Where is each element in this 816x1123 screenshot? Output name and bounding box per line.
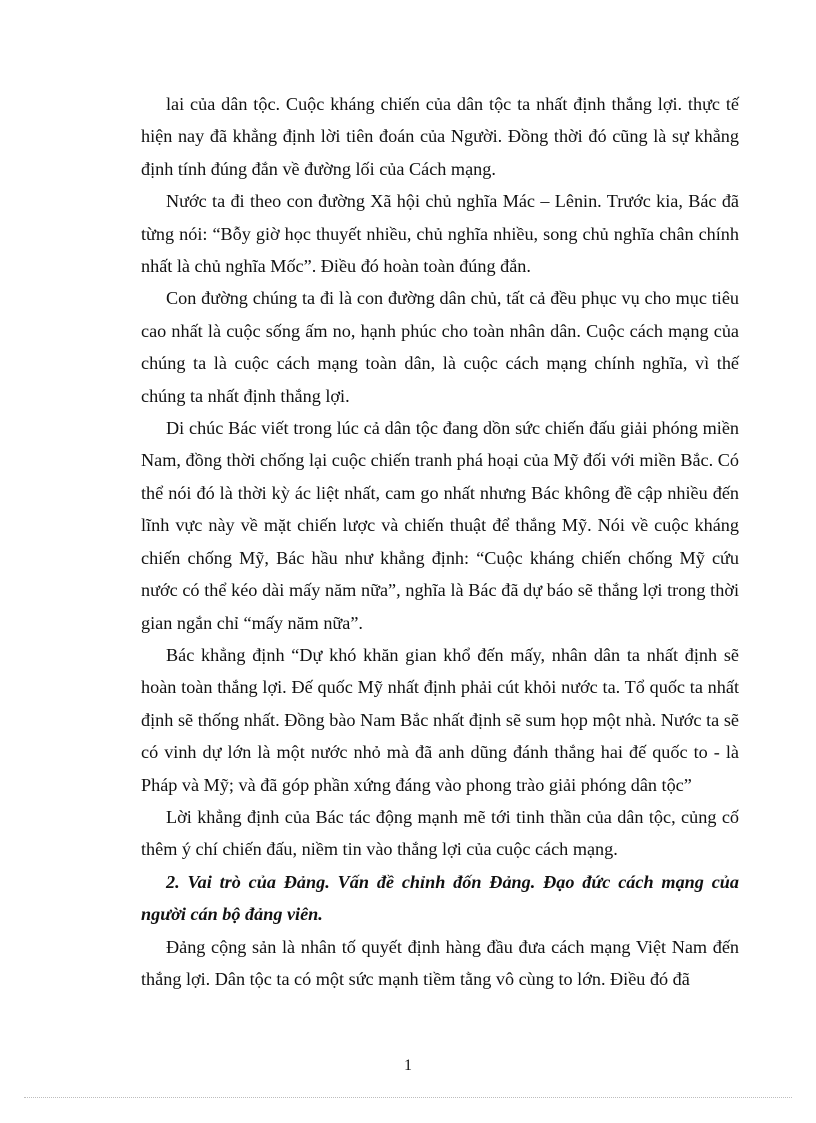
paragraph-5: Bác khẳng định “Dự khó khăn gian khổ đến mấy, nhân dân ta nhất định sẽ hoàn toàn thắng lợi. Đế quốc Mỹ nhất định phải cút khỏi nước ta. Tổ quốc ta nhất định sẽ thống nhất. Đồng bào Nam Bắc nhất định sẽ sum họp một nhà. Nước ta sẽ có vinh dự lớn là một nước nhỏ mà đã anh dũng đánh thắng hai đế quốc to - là Pháp và Mỹ; và đã góp phần xứng đáng vào phong trào giải phóng dân tộc”	[141, 644, 739, 795]
paragraph-4: Di chúc Bác viết trong lúc cả dân tộc đang dồn sức chiến đấu giải phóng miền Nam, đồng thời chống lại cuộc chiến tranh phá hoại của Mỹ đối với miền Bắc. Có thể nói đó là thời kỳ ác liệt nhất, cam go nhất nhưng Bác không đề cập nhiều đến lĩnh vực này về mặt chiến lược và chiến thuật để thắng Mỹ. Nói về cuộc kháng chiến chống Mỹ, Bác hầu như khẳng định: “Cuộc kháng chiến chống Mỹ cứu nước có thể kéo dài mấy năm nữa”, nghĩa là Bác đã dự báo sẽ thắng lợi trong thời gian ngắn chỉ “mấy năm nữa”.	[141, 418, 739, 633]
body-text	[141, 88, 739, 995]
paragraph-6: Lời khẳng định của Bác tác động mạnh mẽ tới tinh thần của dân tộc, củng cố thêm ý chí chiến đấu, niềm tin vào thắng lợi của cuộc cách mạng.	[141, 806, 739, 860]
paragraph-2: Nước ta đi theo con đường Xã hội chủ nghĩa Mác – Lênin. Trước kia, Bác đã từng nói: “Bỗy giờ học thuyết nhiều, chủ nghĩa nhiều, song chủ nghĩa chân chính nhất là chủ nghĩa Mốc”. Điều đó hoàn toàn đúng đắn.	[141, 191, 739, 277]
section-heading: 2. Vai trò của Đảng. Vấn đề chỉnh đốn Đảng. Đạo đức cách mạng của người cán bộ đảng viên.	[141, 871, 739, 925]
paragraph-3: Con đường chúng ta đi là con đường dân chủ, tất cả đều phục vụ cho mục tiêu cao nhất là cuộc sống ấm no, hạnh phúc cho toàn nhân dân. Cuộc cách mạng của chúng ta là cuộc cách mạng toàn dân, là cuộc cách mạng chính nghĩa, vì thế chúng ta nhất định thắng lợi.	[141, 288, 739, 406]
page-number: 1	[404, 1057, 412, 1074]
paragraph-7: Đảng cộng sản là nhân tố quyết định hàng đầu đưa cách mạng Việt Nam đến thắng lợi. Dân tộc ta có một sức mạnh tiềm tằng vô cùng to lớn. Điều đó đã	[141, 936, 739, 989]
footer-divider	[24, 1097, 792, 1098]
paragraph-1: lai của dân tộc. Cuộc kháng chiến của dân tộc ta nhất định thắng lợi. thực tế hiện nay đã khẳng định lời tiên đoán của Người. Đồng thời đó cũng là sự khẳng định tính đúng đắn về đường lối của Cách mạng.	[141, 94, 739, 179]
